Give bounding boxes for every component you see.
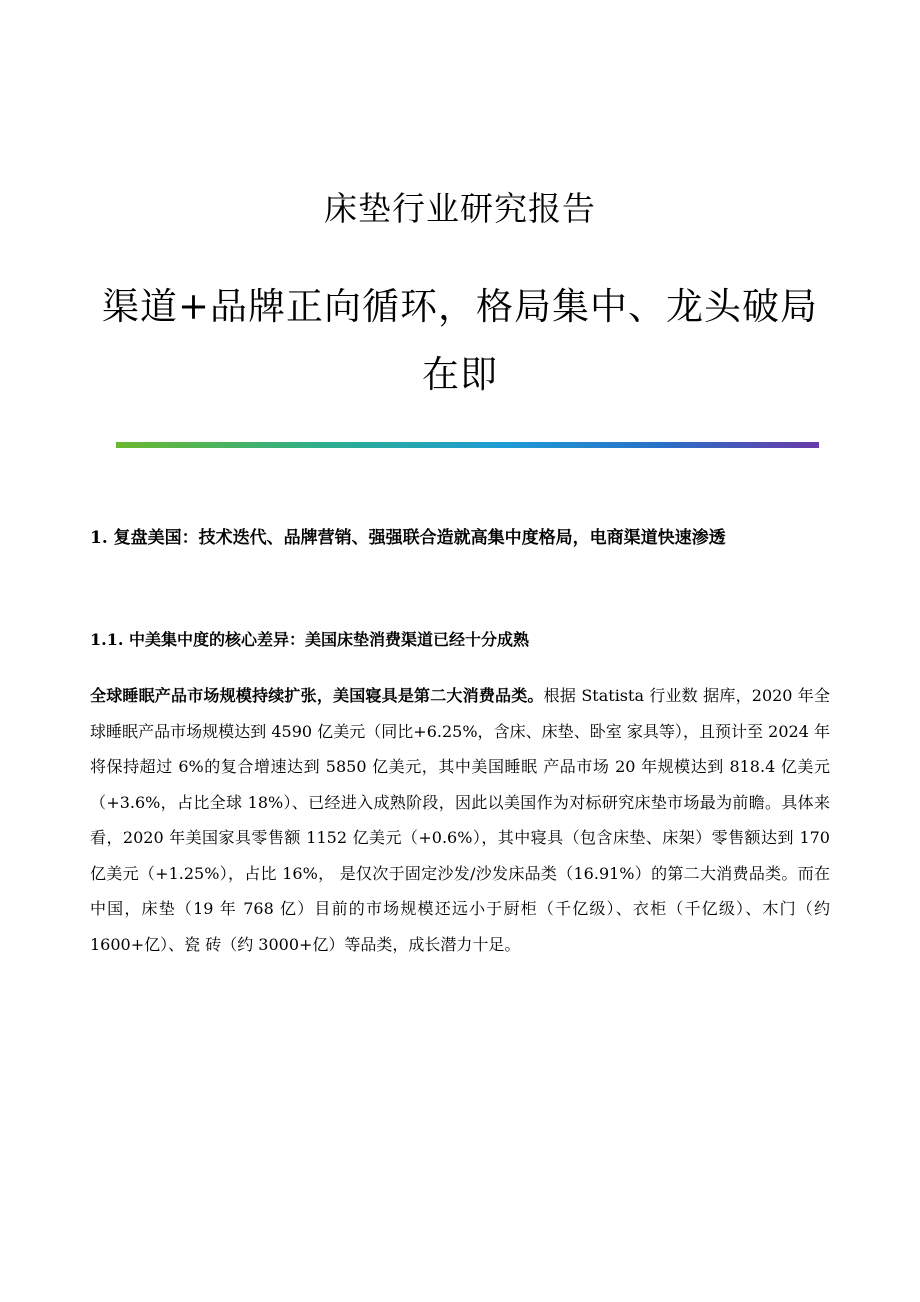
section-1-1-heading: 1.1. 中美集中度的核心差异：美国床垫消费渠道已经十分成熟 [90,630,529,649]
gradient-divider [116,442,819,448]
report-title: 床垫行业研究报告 [324,189,596,228]
body-paragraph [90,678,830,962]
paragraph-lead-sentence: 全球睡眠产品市场规模持续扩张，美国寝具是第二大消费品类。 [90,686,544,705]
paragraph-body-text: 根据 Statista 行业数 据库，2020 年全球睡眠产品市场规模达到 4590 亿美元（同比+6.25%，含床、床垫、卧室 家具等），且预计至 2024 年将保持超过 6%的复合增速达到 5850 亿美元，其中美国睡眠 产品市场 20 年规模达到 818.4 亿美元（+3.6%，占比全球 18%）、已经进入成熟阶段，因此以美国作为对标研究床垫市场最为前瞻。具体来看，2020 年美国家具零售额 1152 亿美元（+0.6%），其中寝具（包含床垫、床架）零售额达到 170 亿美元（+1.25%），占比 16%， 是仅次于固定沙发/沙发床品类（16.91%）的第二大消费品类。而在中国，床垫（19 年 768 亿）目前的市场规模还远小于厨柜（千亿级）、衣柜（千亿级）、木门（约 1600+亿）、瓷 砖（约 3000+亿）等品类，成长潜力十足。 [90,686,830,954]
report-subtitle: 渠道+品牌正向循环，格局集中、龙头破局在即 [101,285,818,396]
section-1-heading: 1. 复盘美国：技术迭代、品牌营销、强强联合造就高集中度格局，电商渠道快速渗透 [90,528,726,548]
